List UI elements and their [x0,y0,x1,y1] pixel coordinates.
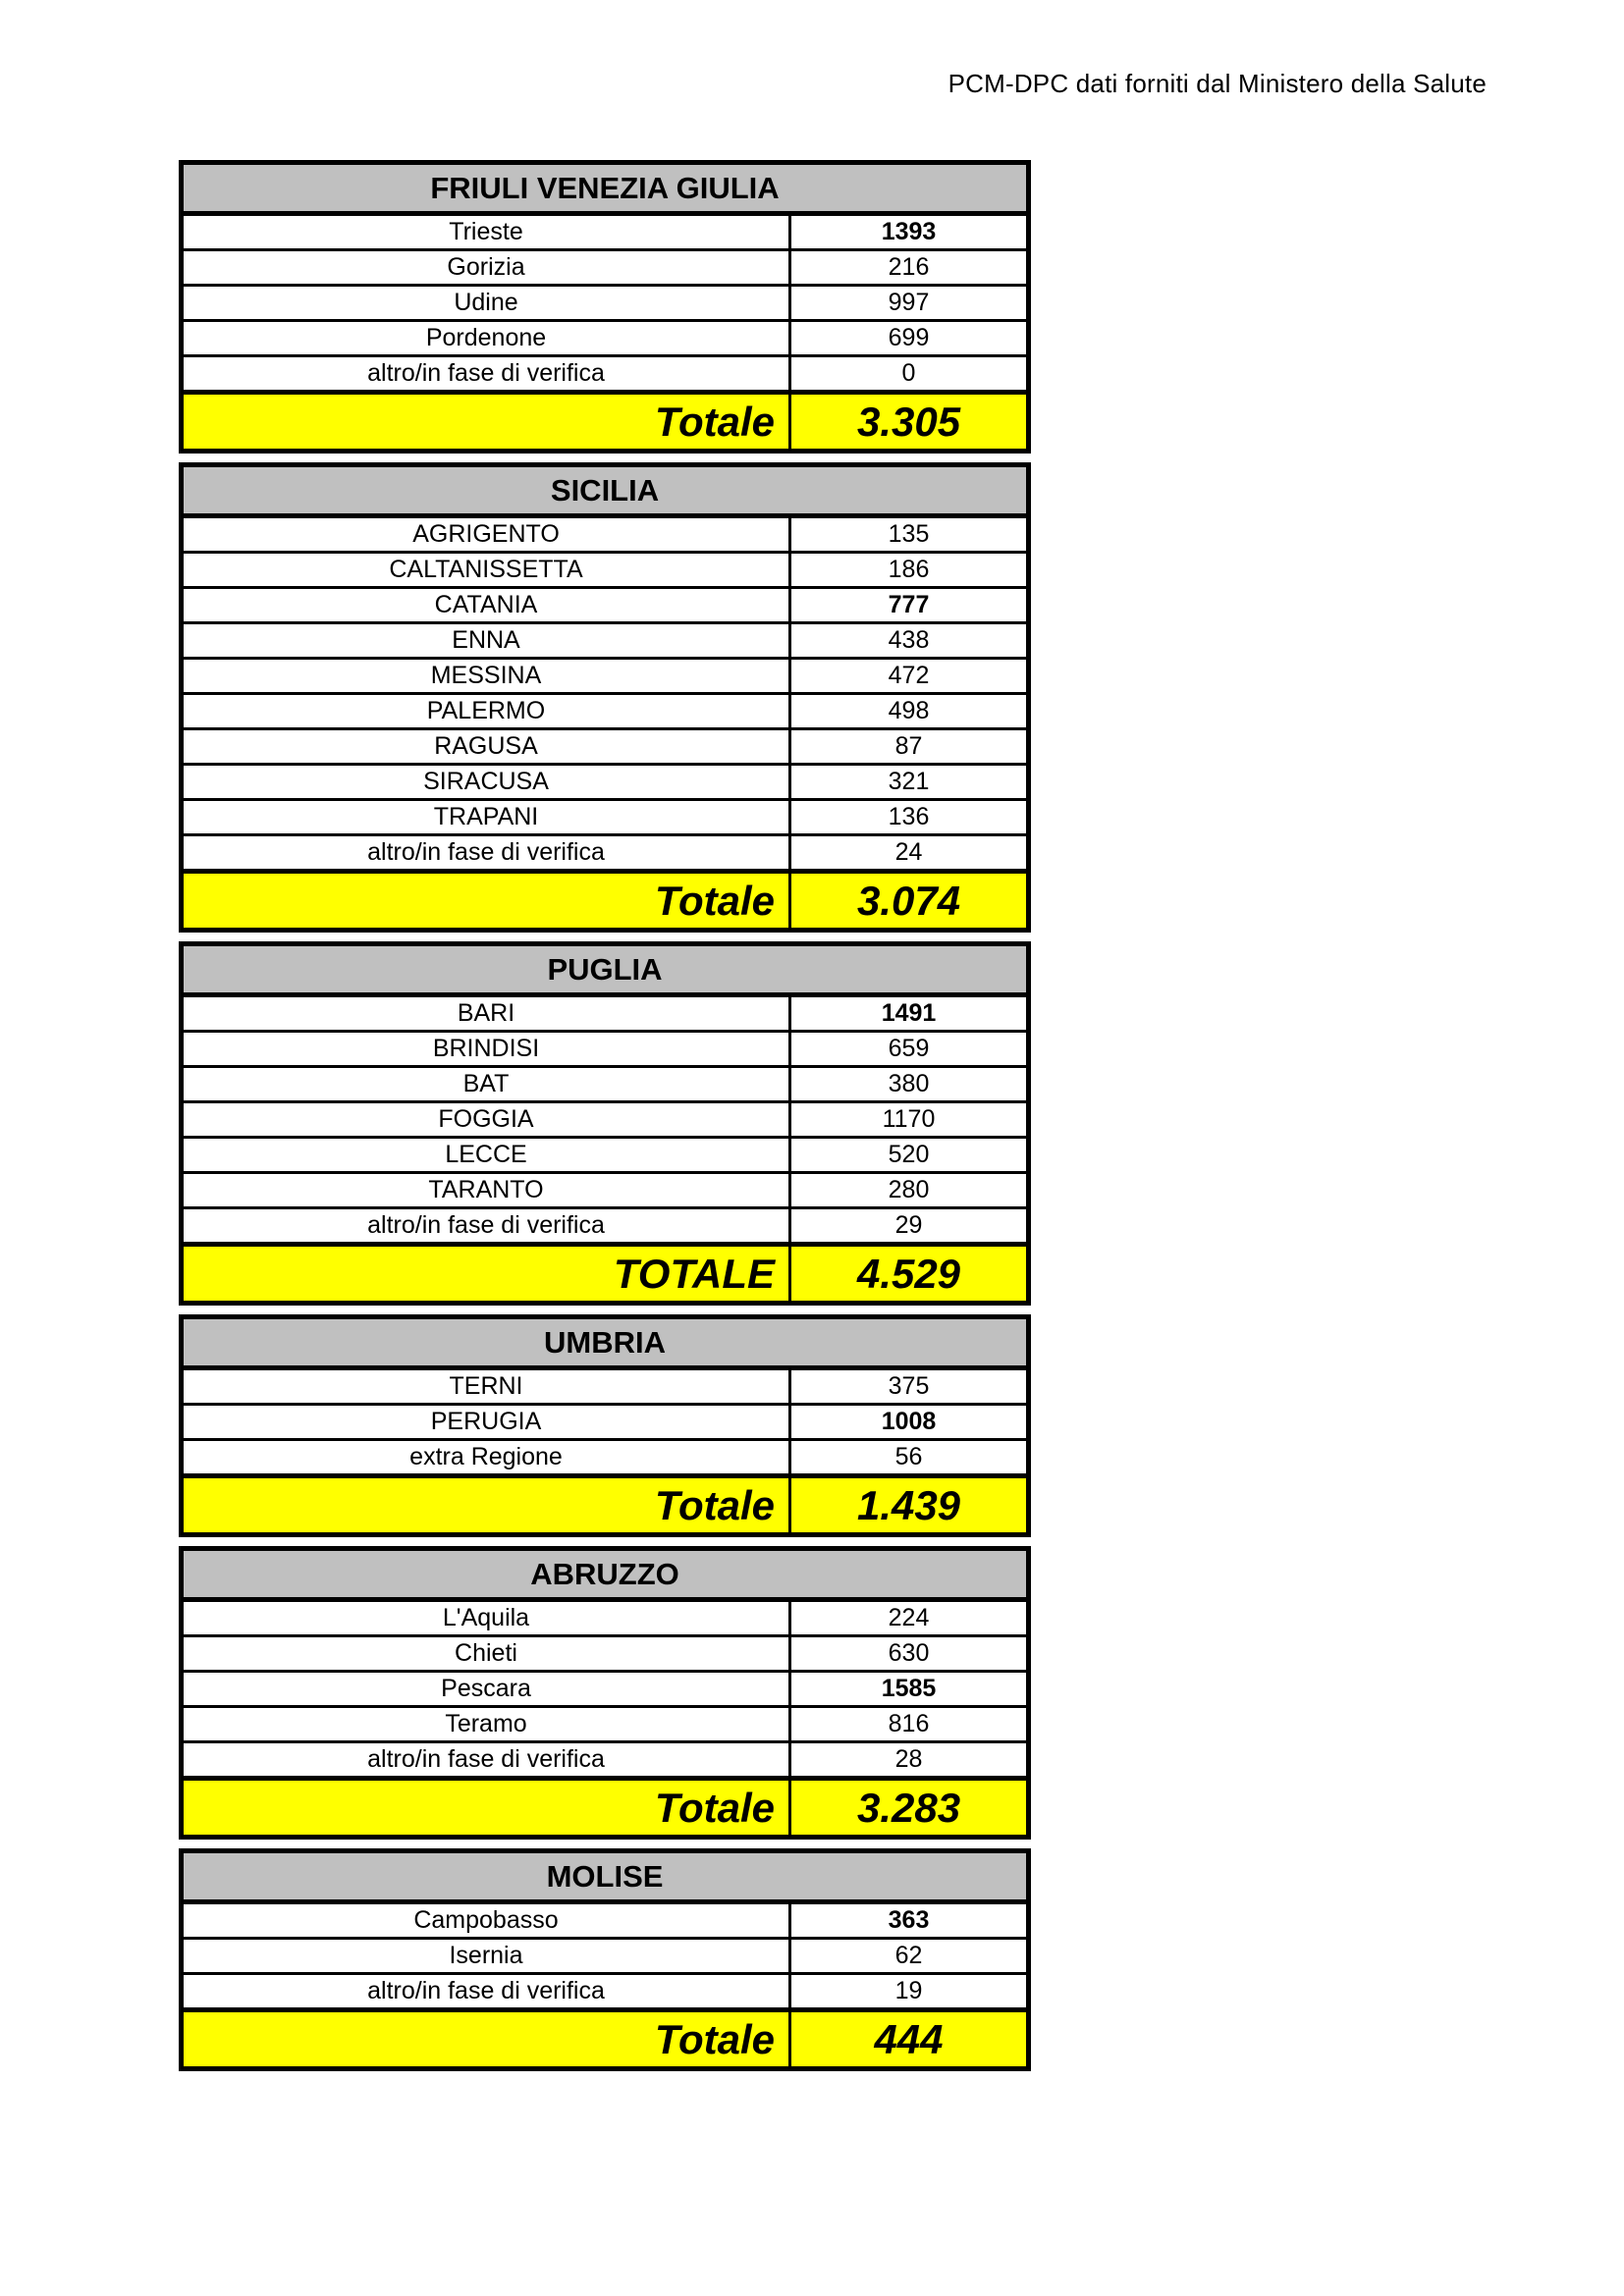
case-count: 56 [790,1440,1029,1476]
case-count: 1170 [790,1102,1029,1138]
case-count: 29 [790,1208,1029,1245]
case-count: 186 [790,553,1029,588]
province-label: RAGUSA [182,729,790,765]
case-count: 135 [790,516,1029,553]
case-count: 1491 [790,995,1029,1032]
table-row [182,765,1029,800]
table-row [182,286,1029,321]
table-row [182,1032,1029,1067]
total-row [182,1779,1029,1838]
case-count: 321 [790,765,1029,800]
table-row [182,588,1029,623]
case-count: 699 [790,321,1029,356]
case-count: 19 [790,1974,1029,2010]
case-count: 1393 [790,214,1029,250]
case-count: 630 [790,1636,1029,1672]
province-label: AGRIGENTO [182,516,790,553]
province-label: L'Aquila [182,1600,790,1636]
table-row [182,214,1029,250]
province-label: extra Regione [182,1440,790,1476]
province-label: Campobasso [182,1902,790,1939]
page-header: PCM-DPC dati forniti dal Ministero della Salute [947,69,1487,98]
table-row [182,553,1029,588]
province-label: BAT [182,1067,790,1102]
province-label: altro/in fase di verifica [182,356,790,393]
case-count: 224 [790,1600,1029,1636]
region-table [179,1848,1031,2071]
table-spacer [179,1537,1026,1546]
province-label: CALTANISSETTA [182,553,790,588]
case-count: 498 [790,694,1029,729]
case-count: 375 [790,1368,1029,1405]
table-row [182,1974,1029,2010]
province-label: altro/in fase di verifica [182,1974,790,2010]
table-row [182,1067,1029,1102]
province-label: BRINDISI [182,1032,790,1067]
table-row [182,800,1029,835]
region-table [179,462,1031,933]
table-row [182,1672,1029,1707]
table-spacer [179,1306,1026,1314]
province-label: PERUGIA [182,1405,790,1440]
province-label: BARI [182,995,790,1032]
table-spacer [179,454,1026,462]
total-label: Totale [182,2010,790,2069]
total-label: Totale [182,1476,790,1535]
province-label: Udine [182,286,790,321]
region-table [179,1546,1031,1840]
table-row [182,1742,1029,1779]
table-row [182,1208,1029,1245]
province-label: TARANTO [182,1173,790,1208]
total-value: 3.074 [790,872,1029,931]
total-label: TOTALE [182,1245,790,1304]
total-row [182,2010,1029,2069]
province-label: PALERMO [182,694,790,729]
case-count: 0 [790,356,1029,393]
province-label: TERNI [182,1368,790,1405]
table-row [182,356,1029,393]
table-row [182,1600,1029,1636]
province-label: TRAPANI [182,800,790,835]
region-table [179,160,1031,454]
table-row [182,1102,1029,1138]
case-count: 777 [790,588,1029,623]
case-count: 28 [790,1742,1029,1779]
case-count: 816 [790,1707,1029,1742]
total-row [182,872,1029,931]
case-count: 216 [790,250,1029,286]
total-value: 1.439 [790,1476,1029,1535]
table-row [182,623,1029,659]
case-count: 438 [790,623,1029,659]
table-row [182,250,1029,286]
total-row [182,393,1029,452]
case-count: 62 [790,1939,1029,1974]
case-count: 380 [790,1067,1029,1102]
table-row [182,1902,1029,1939]
table-row [182,835,1029,872]
table-row [182,1707,1029,1742]
table-row [182,1939,1029,1974]
table-row [182,1405,1029,1440]
province-label: Teramo [182,1707,790,1742]
case-count: 1008 [790,1405,1029,1440]
table-row [182,659,1029,694]
total-value: 3.283 [790,1779,1029,1838]
province-label: CATANIA [182,588,790,623]
table-row [182,1173,1029,1208]
case-count: 280 [790,1173,1029,1208]
province-label: Gorizia [182,250,790,286]
table-row [182,321,1029,356]
province-label: ENNA [182,623,790,659]
table-spacer [179,1840,1026,1848]
total-value: 4.529 [790,1245,1029,1304]
case-count: 472 [790,659,1029,694]
region-name: SICILIA [182,465,1029,516]
province-label: altro/in fase di verifica [182,1742,790,1779]
province-label: altro/in fase di verifica [182,1208,790,1245]
table-row [182,694,1029,729]
case-count: 997 [790,286,1029,321]
region-name: MOLISE [182,1851,1029,1902]
region-table [179,941,1031,1306]
region-tables [179,160,1026,2071]
total-value: 3.305 [790,393,1029,452]
table-row [182,1440,1029,1476]
province-label: Pescara [182,1672,790,1707]
province-label: Isernia [182,1939,790,1974]
region-name: ABRUZZO [182,1549,1029,1600]
table-spacer [179,933,1026,941]
province-label: Trieste [182,214,790,250]
case-count: 87 [790,729,1029,765]
region-name: PUGLIA [182,944,1029,995]
table-row [182,1368,1029,1405]
case-count: 363 [790,1902,1029,1939]
table-row [182,516,1029,553]
case-count: 136 [790,800,1029,835]
case-count: 24 [790,835,1029,872]
total-label: Totale [182,1779,790,1838]
region-name: UMBRIA [182,1317,1029,1368]
province-label: LECCE [182,1138,790,1173]
province-label: FOGGIA [182,1102,790,1138]
province-label: Pordenone [182,321,790,356]
province-label: SIRACUSA [182,765,790,800]
case-count: 659 [790,1032,1029,1067]
region-name: FRIULI VENEZIA GIULIA [182,163,1029,214]
table-row [182,995,1029,1032]
total-row [182,1245,1029,1304]
table-row [182,1636,1029,1672]
province-label: Chieti [182,1636,790,1672]
region-table [179,1314,1031,1537]
total-label: Totale [182,872,790,931]
total-value: 444 [790,2010,1029,2069]
total-label: Totale [182,393,790,452]
table-row [182,729,1029,765]
case-count: 520 [790,1138,1029,1173]
table-row [182,1138,1029,1173]
total-row [182,1476,1029,1535]
province-label: altro/in fase di verifica [182,835,790,872]
province-label: MESSINA [182,659,790,694]
case-count: 1585 [790,1672,1029,1707]
